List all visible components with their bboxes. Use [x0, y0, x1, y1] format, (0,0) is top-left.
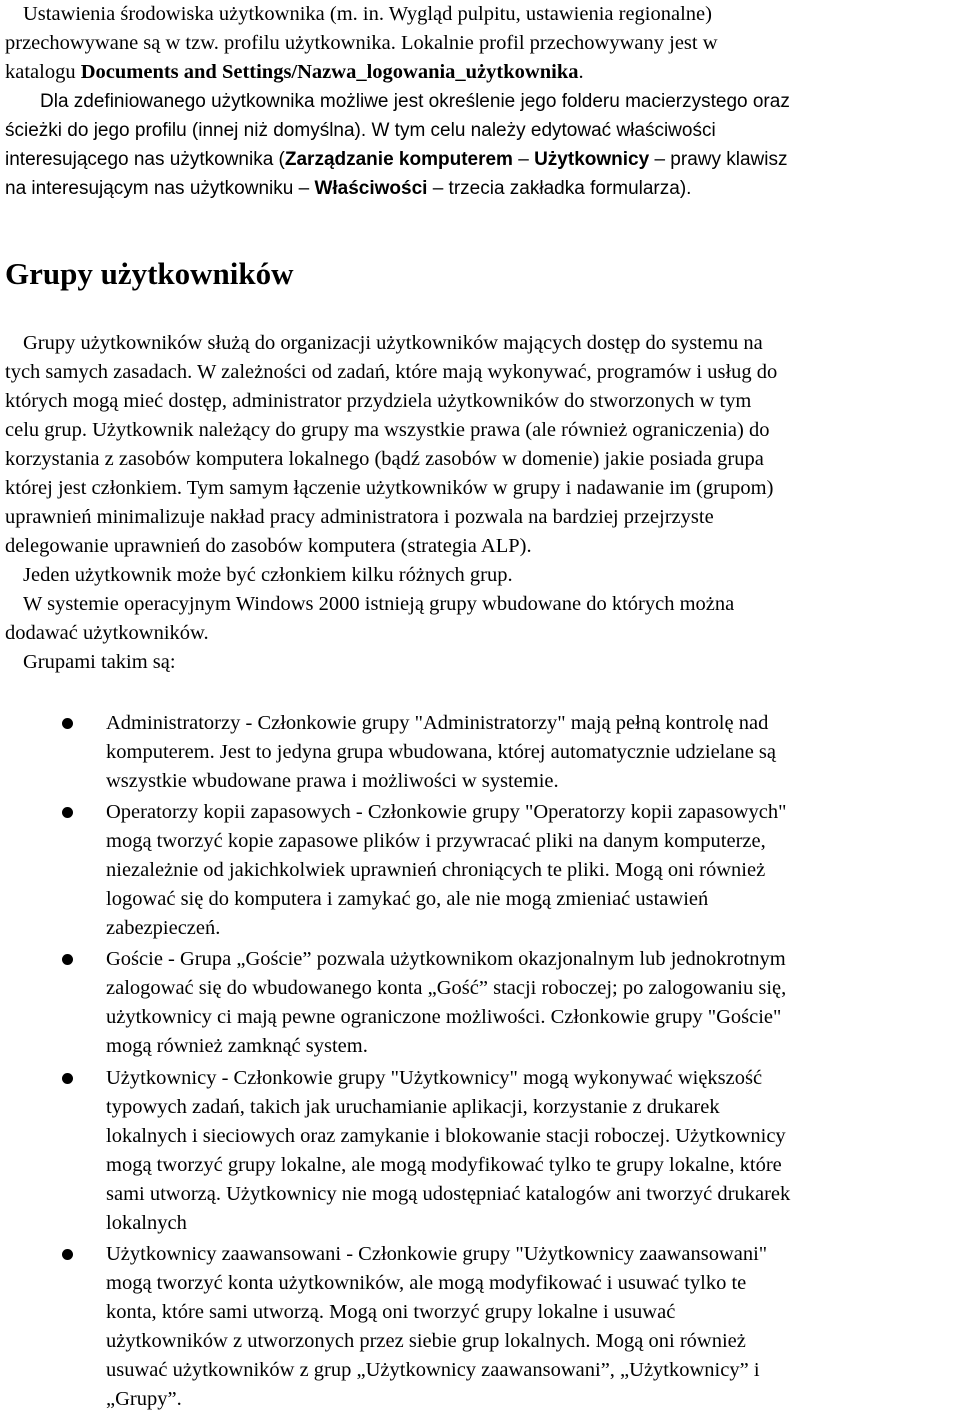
list-item-line: użytkownicy ci mają pewne ograniczone możliwości. Członkowie grupy "Goście": [106, 1006, 782, 1028]
list-item-line: mogą tworzyć konta użytkowników, ale mogą modyfikować i usuwać tylko te: [106, 1272, 747, 1294]
list-item-line: mogą również zamknąć system.: [106, 1035, 368, 1057]
list-item-line: mogą tworzyć kopie zapasowe plików i przywracać pliki na danym komputerze,: [106, 830, 766, 852]
intro-text: W tym celu należy edytować właściwości: [371, 120, 716, 141]
menu-path-computer-management: Zarządzanie komputerem: [284, 149, 513, 170]
list-item-line: typowych zadań, takich jak uruchamianie aplikacji, korzystanie z drukarek: [106, 1096, 720, 1118]
profile-path: Documents and Settings/Nazwa_logowania_użytkownika: [80, 61, 579, 83]
list-item-line: sami utworzą. Użytkownicy nie mogą udostępniać katalogów ani tworzyć drukarek: [106, 1183, 791, 1205]
list-item-line: Administratorzy - Członkowie grupy "Administratorzy" mają pełną kontrolę nad: [106, 712, 769, 734]
paragraph-line: dodawać użytkowników.: [5, 622, 209, 644]
list-item-line: lokalnych: [106, 1212, 187, 1234]
paragraph-line: Grupy użytkowników służą do organizacji użytkowników mających dostęp do systemu na: [23, 332, 763, 354]
paragraph-line: Grupami takim są:: [23, 651, 176, 673]
section-heading: Grupy użytkowników: [5, 256, 294, 291]
menu-path-properties: Właściwości: [314, 178, 428, 199]
intro-text: interesującego nas użytkownika (: [5, 149, 285, 170]
paragraph-line: korzystania z zasobów komputera lokalnego (bądź zasobów w domenie) jakie posiada grupa: [5, 448, 764, 470]
list-item-line: „Grupy”.: [106, 1388, 182, 1410]
paragraph-line: celu grup. Użytkownik należący do grupy ma wszystkie prawa (ale również ograniczenia) do: [5, 419, 770, 441]
list-item-line: logować się do komputera i zamykać go, ale nie mogą zmieniać ustawień: [106, 888, 709, 910]
list-item-line: Użytkownicy - Członkowie grupy "Użytkownicy" mogą wykonywać większość: [106, 1067, 763, 1089]
paragraph-line: delegowanie uprawnień do zasobów komputera (strategia ALP).: [5, 535, 532, 557]
intro-line-2: przechowywane są w tzw. profilu użytkownika. Lokalnie profil przechowywany jest w: [5, 32, 718, 54]
intro-line-3: [5, 58, 584, 87]
list-item-line: mogą tworzyć grupy lokalne, ale mogą modyfikować tylko te grupy lokalne, które: [106, 1154, 782, 1176]
intro-text: na interesującym nas użytkowniku –: [5, 178, 315, 199]
intro-text: – trzecia zakładka formularza).: [427, 178, 692, 199]
intro-text: –: [512, 149, 535, 170]
paragraph-line: W systemie operacyjnym Windows 2000 istnieją grupy wbudowane do których można: [23, 593, 735, 615]
intro-line-5: [5, 116, 716, 145]
list-item-line: zabezpieczeń.: [106, 917, 221, 939]
intro-line-7: [5, 174, 691, 203]
bullet-icon: [62, 807, 73, 818]
intro-line-1: Ustawienia środowiska użytkownika (m. in. Wygląd pulpitu, ustawienia regionalne): [23, 3, 712, 25]
menu-path-users: Użytkownicy: [534, 149, 650, 170]
intro-text: ścieżki do jego profilu (innej niż domyślna).: [5, 120, 372, 141]
intro-text: .: [578, 61, 584, 83]
intro-line-6: [5, 145, 788, 174]
bullet-icon: [62, 718, 73, 729]
intro-text: – prawy klawisz: [649, 149, 788, 170]
intro-text: katalogu: [5, 61, 81, 83]
list-item-line: lokalnych i sieciowych oraz zamykanie i blokowanie stacji roboczej. Użytkownicy: [106, 1125, 786, 1147]
list-item-line: Użytkownicy zaawansowani - Członkowie grupy "Użytkownicy zaawansowani": [106, 1243, 768, 1265]
intro-line-4: Dla zdefiniowanego użytkownika możliwe jest określenie jego folderu macierzystego oraz: [40, 91, 790, 112]
list-item-line: wszystkie wbudowane prawa i możliwości w systemie.: [106, 770, 559, 792]
list-item-line: konta, które sami utworzą. Mogą oni tworzyć grupy lokalne i usuwać: [106, 1301, 676, 1323]
bullet-icon: [62, 1249, 73, 1260]
list-item-line: usuwać użytkowników z grup „Użytkownicy zaawansowani”, „Użytkownicy” i: [106, 1359, 760, 1381]
list-item-line: Goście - Grupa „Goście” pozwala użytkownikom okazjonalnym lub jednokrotnym: [106, 948, 786, 970]
paragraph-line: uprawnień minimalizuje nakład pracy administratora i pozwala na bardziej przejrzyste: [5, 506, 714, 528]
paragraph-line: których mogą mieć dostęp, administrator przydziela użytkowników do stworzonych w tym: [5, 390, 752, 412]
list-item-line: Operatorzy kopii zapasowych - Członkowie grupy "Operatorzy kopii zapasowych": [106, 801, 787, 823]
list-item-line: zalogować się do wbudowanego konta „Gość” stacji roboczej; po zalogowaniu się,: [106, 977, 787, 999]
paragraph-line: tych samych zasadach. W zależności od zadań, które mają wykonywać, programów i usług do: [5, 361, 778, 383]
bullet-icon: [62, 1073, 73, 1084]
paragraph-line: której jest członkiem. Tym samym łączenie użytkowników w grupy i nadawanie im (grupom): [5, 477, 774, 499]
list-item-line: niezależnie od jakichkolwiek uprawnień chroniących te pliki. Mogą oni również: [106, 859, 766, 881]
bullet-icon: [62, 954, 73, 965]
list-item-line: komputerem. Jest to jedyna grupa wbudowana, której automatycznie udzielane są: [106, 741, 777, 763]
paragraph-line: Jeden użytkownik może być członkiem kilku różnych grup.: [23, 564, 513, 586]
list-item-line: użytkowników z utworzonych przez siebie grup lokalnych. Mogą oni również: [106, 1330, 746, 1352]
